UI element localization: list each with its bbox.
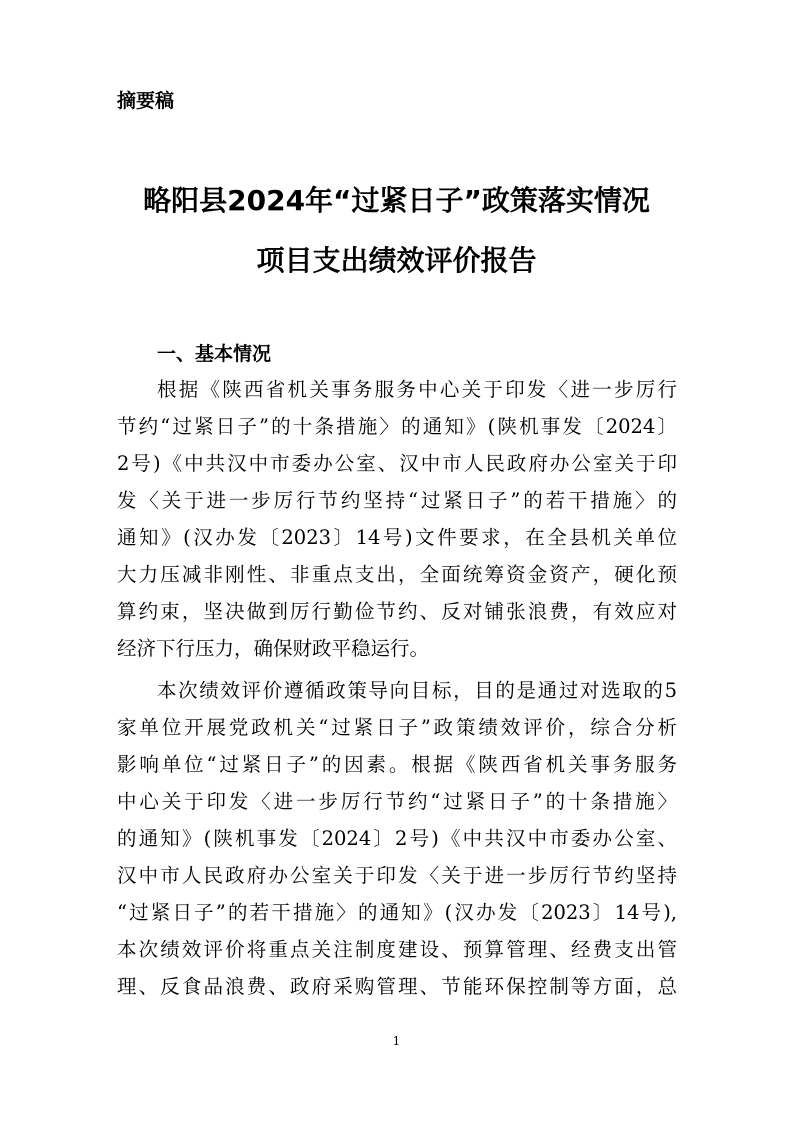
paragraph-1-line: 算约束，坚决做到厉行勤俭节约、反对铺张浪费，有效应对 bbox=[117, 600, 677, 623]
paragraph-2-line: 中心关于印发〈进一步厉行节约“过紧日子”的十条措施〉 bbox=[117, 790, 677, 813]
paragraph-2-line: 影响单位“过紧日子”的因素。根据《陕西省机关事务服务 bbox=[117, 753, 677, 776]
paragraph-2-line: “过紧日子”的若干措施〉的通知》(汉办发〔2023〕14号), bbox=[117, 901, 677, 924]
section-heading-basic-info: 一、基本情况 bbox=[157, 343, 272, 365]
paragraph-2-line: 家单位开展党政机关“过紧日子”政策绩效评价，综合分析 bbox=[117, 716, 677, 739]
paragraph-2-line: 汉中市人民政府办公室关于印发〈关于进一步厉行节约坚持 bbox=[117, 864, 677, 887]
paragraph-1-line: 发〈关于进一步厉行节约坚持“过紧日子”的若干措施〉的 bbox=[117, 489, 677, 512]
paragraph-1-line: 根据《陕西省机关事务服务中心关于印发〈进一步厉行 bbox=[157, 378, 677, 401]
document-title-line-1: 略阳县2024年“过紧日子”政策落实情况 bbox=[143, 184, 650, 217]
paragraph-1-line: 经济下行压力，确保财政平稳运行。 bbox=[117, 637, 430, 660]
page-number: 1 bbox=[392, 1034, 401, 1048]
paragraph-2-line: 本次绩效评价遵循政策导向目标，目的是通过对选取的5 bbox=[157, 679, 677, 702]
paragraph-1-line: 通知》(汉办发〔2023〕14号)文件要求，在全县机关单位 bbox=[117, 526, 677, 549]
paragraph-1-line: 节约“过紧日子”的十条措施〉的通知》(陕机事发〔2024〕 bbox=[117, 415, 677, 438]
paragraph-2-line: 的通知》(陕机事发〔2024〕2号)《中共汉中市委办公室、 bbox=[117, 827, 677, 850]
paragraph-1-line: 大力压减非刚性、非重点支出，全面统筹资金资产，硬化预 bbox=[117, 563, 677, 586]
document-title-line-2: 项目支出绩效评价报告 bbox=[256, 244, 537, 277]
paragraph-1-line: 2号)《中共汉中市委办公室、汉中市人民政府办公室关于印 bbox=[117, 452, 677, 475]
paragraph-2-line: 本次绩效评价将重点关注制度建设、预算管理、经费支出管 bbox=[117, 938, 677, 961]
paragraph-2-line: 理、反食品浪费、政府采购管理、节能环保控制等方面，总 bbox=[117, 975, 677, 998]
draft-label: 摘要稿 bbox=[117, 90, 175, 112]
